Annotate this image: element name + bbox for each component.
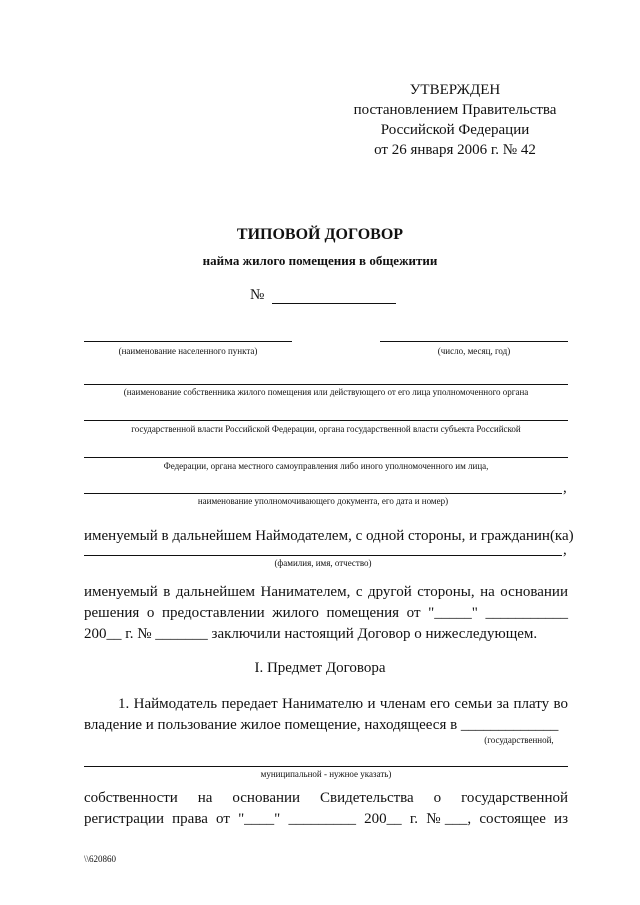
document-title: ТИПОВОЙ ДОГОВОР: [236, 226, 404, 243]
footer-code: \\620860: [84, 854, 117, 864]
para1-line-1: именуемый в дальнейшем Нанимателем, с другой стороны, на основании: [84, 584, 568, 600]
fio-line-comma: ,: [563, 542, 567, 558]
owner-field-line-1: [84, 384, 568, 385]
owner-field-line-4: [84, 493, 562, 494]
para3-line-1: собственности на основании Свидетельства о государственной: [84, 790, 568, 806]
date-caption: (число, месяц, год): [437, 346, 511, 356]
number-label: №: [250, 287, 265, 303]
para3-line-2: регистрации права от "____" _________ 200__ г. №___, состоящее из: [84, 811, 568, 827]
approved-line-2: Российской Федерации: [380, 122, 530, 138]
ownership-field-line: [84, 766, 568, 767]
approval-block: [330, 80, 580, 160]
number-field-line: [272, 303, 396, 304]
owner-field-line-2: [84, 420, 568, 421]
owner-caption-4: наименование уполномочивающего документа, его дата и номер): [197, 496, 449, 506]
settlement-caption: (наименование населенного пункта): [118, 346, 258, 356]
owner-caption-1: (наименование собственника жилого помещения или действующего от его лица уполномоченного органа: [123, 387, 529, 397]
ownership-caption-2: муниципальной - нужное указать): [260, 769, 392, 779]
fio-caption: (фамилия, имя, отчество): [274, 558, 372, 568]
approved-line-3: от 26 января 2006 г. № 42: [374, 142, 536, 158]
ownership-caption-1: (государственной,: [484, 735, 554, 745]
section-heading: I. Предмет Договора: [254, 660, 386, 676]
owner-field-line-3: [84, 457, 568, 458]
para2-line-2: владение и пользование жилое помещение, находящееся в _____________: [84, 717, 559, 733]
landlord-text: именуемый в дальнейшем Наймодателем, с одной стороны, и гражданин(ка): [84, 528, 574, 544]
para2-line-1: 1. Наймодатель передает Нанимателю и членам его семьи за плату во: [118, 696, 568, 712]
fio-field-line: [84, 555, 562, 556]
approved-heading: УТВЕРЖДЕН: [409, 82, 501, 98]
para1-line-2: решения о предоставлении жилого помещения от "_____" ___________: [84, 605, 568, 621]
owner-caption-3: Федерации, органа местного самоуправления либо иного уполномоченного им лица,: [163, 461, 489, 471]
owner-caption-2: государственной власти Российской Федерации, органа государственной власти субъекта Российской: [131, 424, 521, 434]
owner-line-comma: ,: [563, 480, 567, 496]
document-subtitle: найма жилого помещения в общежитии: [202, 253, 438, 268]
settlement-field-line: [84, 341, 292, 342]
para1-line-3: 200__ г. № _______ заключили настоящий Договор о нижеследующем.: [84, 626, 538, 642]
date-field-line: [380, 341, 568, 342]
approved-line-1: постановлением Правительства: [353, 102, 557, 118]
